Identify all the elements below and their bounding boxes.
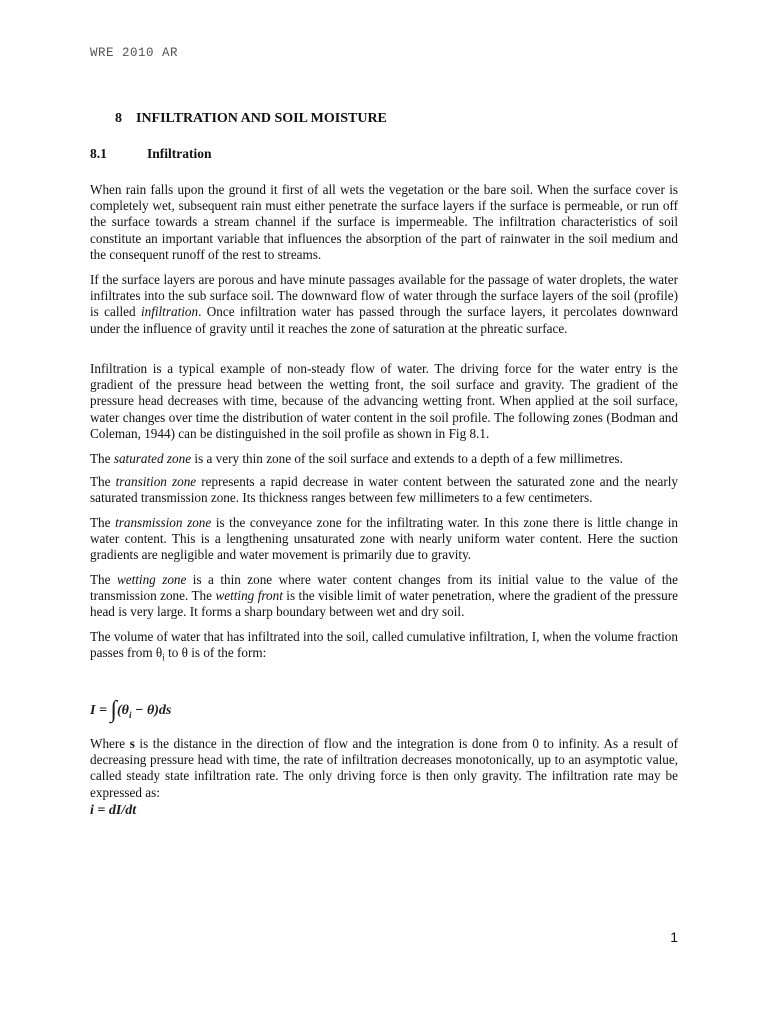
text-run: is the visible limit of water penetration, where the gradient of the pressure head is very large. It forms a sharp boundary between wet and dry soil.: [90, 588, 678, 620]
paragraph-text: [90, 272, 678, 337]
text-run: The: [90, 572, 117, 587]
paragraph-non-steady-flow: [90, 361, 678, 442]
paragraph-rainfall: [90, 182, 678, 263]
text-run: The: [90, 515, 116, 530]
paragraph-saturated-zone: [90, 451, 678, 467]
cumulative-infiltration-formula: [90, 697, 171, 724]
text-run: The: [90, 474, 116, 489]
text-run: If the surface layers are porous and have minute passages available for the passage of water droplets, the water infiltrates into the sub surface soil. The downward flow of water through the surface layers of the soil (profile) is called: [90, 272, 678, 320]
integral-sign: ∫: [110, 697, 118, 723]
formula-term: (θ: [117, 703, 129, 718]
text-run: is a thin zone where water content changes from its initial value to the value of the transmission zone. The: [90, 572, 678, 604]
term-wetting-front: wetting front: [215, 588, 283, 604]
paragraph-text: [90, 572, 678, 621]
term-saturated-zone: saturated zone: [113, 451, 192, 466]
text-run: is the distance in the direction of flow and the integration is done from 0 to infinity. As a result of decreasing pressure head with time, the rate of infiltration decreases monotonically, up to an asymptotic value, called steady state infiltration rate. The only driving force is then only gravity. The infiltration rate may be expressed as:: [90, 736, 678, 800]
text-run: to θ is of the form:: [164, 645, 267, 661]
formula-term: − θ)ds: [131, 703, 172, 718]
text-run: . Once infiltration water has passed through the surface layers, it percolates downward under the influence of gravity until it reaches the zone of saturation at the phreatic surface.: [90, 304, 678, 336]
chapter-title: INFILTRATION AND SOIL MOISTURE: [136, 111, 387, 126]
section-number: 8.1: [90, 146, 107, 161]
variable-s: s: [129, 736, 135, 751]
formula-subscript: i: [128, 709, 132, 720]
section-heading: [90, 146, 212, 162]
page-number: 1: [670, 929, 678, 945]
text-run: is a very thin zone of the soil surface and extends to a depth of a few millimetres.: [191, 451, 623, 466]
term-infiltration: infiltration: [140, 304, 199, 320]
text-run: The volume of water that has infiltrated into the soil, called cumulative infiltration, I, when the volume fraction passes from θ: [90, 629, 678, 661]
paragraph-text: [90, 451, 678, 467]
paragraph-transmission-zone: [90, 515, 678, 564]
paragraph-text: [90, 515, 678, 564]
paragraph-text: [90, 736, 678, 801]
running-header: WRE 2010 AR: [90, 46, 179, 60]
paragraph-text: [90, 474, 678, 506]
paragraph-text: [90, 629, 678, 666]
subscript: i: [162, 652, 165, 663]
paragraph-text: Infiltration is a typical example of non-steady flow of water. The driving force for the water entry is the gradient of the pressure head between the wetting front, the soil surface and gravity. The gradient of the pressure head decreases with time, because of the advancing wetting front. When applied at the soil surface, water changes over time the distribution of water content in the soil profile. The following zones (Bodman and Coleman, 1944) can be distinguished in the soil profile as shown in Fig 8.1.: [90, 361, 678, 441]
text-run: Where: [90, 736, 130, 751]
chapter-heading: [115, 111, 387, 127]
text-run: The: [90, 451, 114, 466]
chapter-number: 8: [115, 111, 122, 126]
text-run: represents a rapid decrease in water content between the saturated zone and the nearly saturated transmission zone. Its thickness ranges between few millimeters to a few centimeters.: [90, 474, 678, 506]
term-wetting-zone: wetting zone: [116, 572, 187, 587]
paragraph-wetting-zone: [90, 572, 678, 621]
term-transition-zone: transition zone: [115, 474, 197, 489]
infiltration-rate-formula: i = dI/dt: [90, 803, 137, 818]
paragraph-infiltration-definition: [90, 272, 678, 337]
paragraph-transition-zone: [90, 474, 678, 506]
paragraph-infiltration-rate: [90, 736, 678, 801]
term-transmission-zone: transmission zone: [115, 515, 212, 530]
text-run: is the conveyance zone for the infiltrating water. In this zone there is little change in water content. This is a lengthening unsaturated zone with nearly uniform water content. Here the suction gradients are negligible and water movement is primarily due to gravity.: [90, 515, 678, 563]
formula-lhs: I =: [90, 703, 111, 718]
paragraph-text: When rain falls upon the ground it first of all wets the vegetation or the bare soil. When the surface cover is completely wet, subsequent rain must either penetrate the surface layers if the surface is permeable, or run off the surface towards a stream channel if the surface is impermeable. The infiltration characteristics of soil constitute an important variable that influences the absorption of the part of rainwater in the soil medium and the consequent runoff of the rest to streams.: [90, 182, 678, 262]
section-title: Infiltration: [147, 146, 212, 161]
paragraph-cumulative-infiltration: [90, 629, 678, 666]
